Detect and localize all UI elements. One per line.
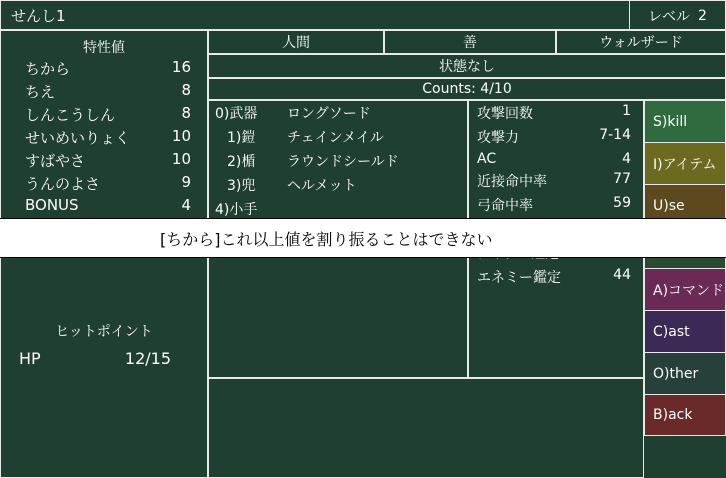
combat-stat-row (469, 125, 643, 149)
menu-item-label: B)ack (653, 407, 693, 423)
equipment-item-name: ロングソード (287, 106, 371, 122)
status-field (208, 54, 726, 78)
menu-item-label: C)ast (653, 323, 690, 340)
equipment-row[interactable] (209, 173, 467, 197)
combat-stat-label: 弓命中率 (477, 198, 533, 214)
menu-item-label: O)ther (653, 365, 699, 382)
attributes-panel (0, 30, 208, 235)
attribute-value: 16 (171, 58, 191, 76)
equipment-slot-label: 0)武器 (215, 106, 258, 122)
equipment-row[interactable] (209, 101, 467, 125)
menu-item-b[interactable] (644, 394, 726, 436)
message-text: [ちから]これ以上値を割り振ることはできない (160, 229, 493, 249)
equipment-item-name: チェインメイル (287, 130, 384, 146)
attribute-value: 4 (181, 196, 191, 214)
command-menu (644, 100, 726, 478)
combat-stat-label: 近接命中率 (477, 174, 547, 190)
menu-item-o[interactable] (644, 352, 726, 394)
attribute-label: ちから (25, 60, 71, 78)
attribute-value: 10 (171, 150, 191, 168)
class-value: ウォルザード (599, 35, 683, 51)
counts-field (208, 78, 726, 100)
equipment-slot-label: 4)小手 (215, 202, 258, 218)
attribute-row (1, 149, 207, 172)
attribute-value: 10 (171, 127, 191, 145)
combat-stat-label: AC (477, 151, 497, 167)
attribute-row (1, 57, 207, 80)
alignment-value: 善 (463, 35, 477, 51)
combat-stat-row (469, 169, 643, 193)
combat-stat-value: 77 (613, 171, 631, 187)
attribute-row (1, 126, 207, 149)
race-field (208, 30, 384, 54)
level-label: レベル (648, 9, 691, 25)
attribute-row (1, 195, 207, 215)
level-display (629, 1, 725, 31)
combat-stat-value: 4 (622, 151, 631, 167)
menu-item-s[interactable] (644, 100, 726, 142)
equipment-row[interactable] (209, 125, 467, 149)
combat-stat-row (469, 101, 643, 125)
attribute-label: ちえ (25, 83, 56, 101)
level-value: 2 (698, 8, 707, 24)
menu-item-c[interactable] (644, 310, 726, 352)
hp-label: HP (19, 349, 41, 368)
hp-row (1, 341, 207, 368)
menu-item-i[interactable] (644, 142, 726, 184)
equipment-item-name: ヘルメット (287, 178, 357, 194)
combat-stat-label: 攻撃回数 (477, 106, 533, 122)
combat-stat-label: エネミー鑑定 (477, 270, 561, 286)
attribute-label: すばやさ (25, 152, 86, 170)
attribute-label: せいめいりょく (25, 129, 131, 147)
combat-stat-row (469, 149, 643, 169)
combat-stat-value: 44 (613, 267, 631, 283)
attribute-value: 9 (181, 173, 191, 191)
attribute-value: 8 (181, 81, 191, 99)
attribute-row (1, 172, 207, 195)
attributes-list (1, 57, 207, 215)
equipment-slot-label: 2)楯 (227, 154, 256, 170)
character-header-bar (0, 0, 726, 30)
race-value: 人間 (282, 35, 310, 51)
combat-stat-value: 59 (613, 195, 631, 211)
equipment-row[interactable] (209, 149, 467, 173)
class-field (556, 30, 726, 54)
equipment-slot-label: 3)兜 (227, 178, 256, 194)
combat-stat-row (469, 193, 643, 217)
menu-item-label: U)se (653, 197, 685, 214)
attribute-value: 8 (181, 104, 191, 122)
attribute-label: しんこうしん (25, 106, 116, 124)
status-value: 状態なし (439, 59, 495, 75)
equipment-slot-label: 1)鎧 (227, 130, 256, 146)
hp-value: 12/15 (124, 349, 171, 368)
combat-stat-row (469, 265, 643, 289)
hp-title: ヒットポイント (55, 324, 153, 340)
counts-value: Counts: 4/10 (422, 81, 512, 97)
attribute-label: BONUS (25, 196, 79, 214)
attribute-row (1, 80, 207, 103)
alignment-field (384, 30, 556, 54)
menu-item-label: I)アイテム (653, 156, 717, 173)
message-bar (0, 218, 726, 258)
combat-stats-list (469, 101, 643, 289)
equipment-item-name: ラウンドシールド (287, 154, 399, 170)
character-name: せんし1 (11, 6, 66, 25)
menu-item-label: A)コマンド (653, 282, 725, 299)
attributes-title: 特性値 (83, 40, 125, 56)
menu-item-a[interactable] (644, 268, 726, 310)
equipment-list (209, 101, 467, 221)
combat-stat-value: 7-14 (599, 127, 631, 143)
menu-item-label: S)kill (653, 113, 688, 130)
attribute-row (1, 103, 207, 126)
hp-panel (0, 235, 208, 478)
attribute-label: うんのよさ (25, 175, 101, 193)
message-log-panel (208, 378, 644, 478)
combat-stat-value: 1 (622, 103, 631, 119)
combat-stat-label: 攻撃力 (477, 130, 519, 146)
